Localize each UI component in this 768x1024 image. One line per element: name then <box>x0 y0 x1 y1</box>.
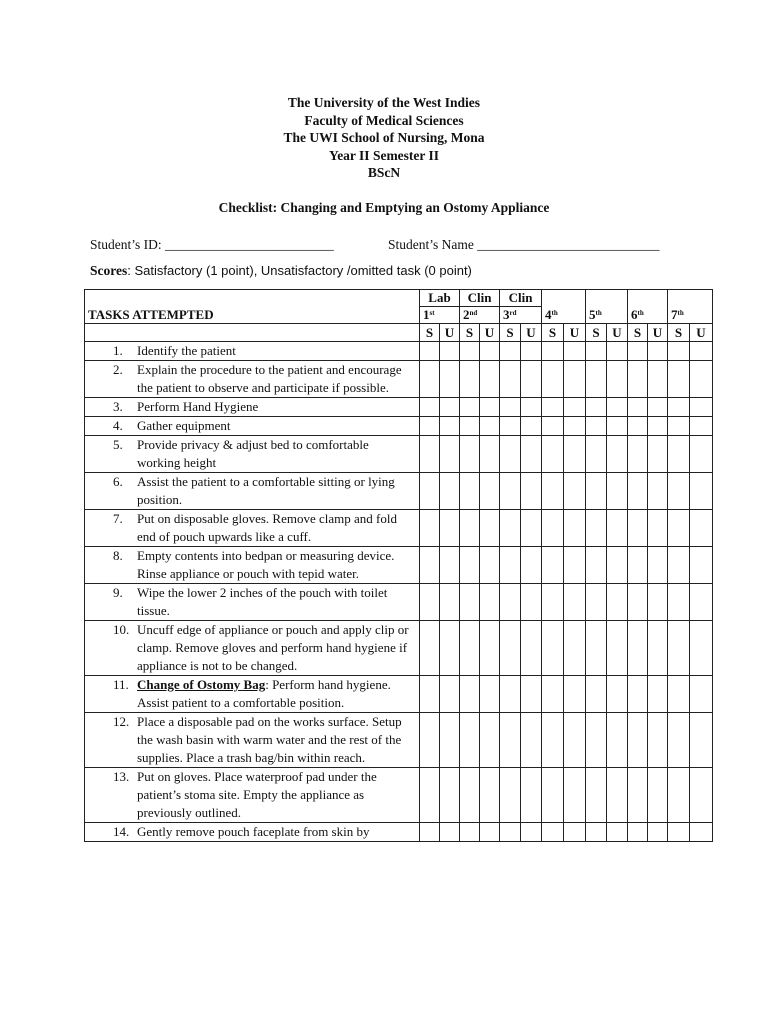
task-number: 9. <box>113 585 123 600</box>
score-cell-s[interactable] <box>420 398 440 417</box>
score-cell-u[interactable] <box>607 621 628 676</box>
score-cell-u[interactable] <box>690 768 713 823</box>
score-cell-s[interactable] <box>668 417 690 436</box>
score-cell-s[interactable] <box>542 823 564 842</box>
score-cell-u[interactable] <box>480 713 500 768</box>
score-cell-u[interactable] <box>521 676 542 713</box>
task-text: Explain the procedure to the patient and encourage the patient to observe and participate if possible. <box>137 362 402 395</box>
task-bold-label: Change of Ostomy Bag <box>137 677 266 692</box>
score-cell-s[interactable] <box>628 417 648 436</box>
score-cell-u[interactable] <box>690 547 713 584</box>
unsatisfactory-col-header: U <box>607 324 628 342</box>
task-row <box>85 361 713 398</box>
satisfactory-col-header: S <box>500 324 521 342</box>
unsatisfactory-col-header: U <box>480 324 500 342</box>
score-cell-s[interactable] <box>668 621 690 676</box>
score-cell-s[interactable] <box>420 436 440 473</box>
task-cell <box>85 584 420 621</box>
score-cell-u[interactable] <box>648 547 668 584</box>
score-cell-u[interactable] <box>607 473 628 510</box>
task-number: 14. <box>113 824 130 839</box>
score-cell-u[interactable] <box>564 823 586 842</box>
task-number: 5. <box>113 437 123 452</box>
score-cell-u[interactable] <box>690 417 713 436</box>
satisfactory-col-header: S <box>542 324 564 342</box>
score-cell-u[interactable] <box>521 417 542 436</box>
tasks-attempted-header: TASKS ATTEMPTED <box>85 307 420 324</box>
score-cell-u[interactable] <box>480 417 500 436</box>
score-cell-s[interactable] <box>586 584 607 621</box>
score-cell-u[interactable] <box>440 547 460 584</box>
score-cell-s[interactable] <box>500 621 521 676</box>
score-cell-u[interactable] <box>440 342 460 361</box>
attempt-5: 5th <box>586 307 628 324</box>
score-cell-u[interactable] <box>521 547 542 584</box>
score-cell-u[interactable] <box>564 510 586 547</box>
score-cell-s[interactable] <box>500 473 521 510</box>
satisfactory-col-header: S <box>420 324 440 342</box>
score-cell-u[interactable] <box>440 768 460 823</box>
attempt-1: 1st <box>420 307 460 324</box>
score-cell-s[interactable] <box>628 768 648 823</box>
checklist-title: Checklist: Changing and Emptying an Ostomy Appliance <box>218 200 550 215</box>
score-cell-u[interactable] <box>690 676 713 713</box>
score-cell-s[interactable] <box>420 584 440 621</box>
score-cell-s[interactable] <box>542 417 564 436</box>
score-cell-u[interactable] <box>564 417 586 436</box>
score-cell-s[interactable] <box>668 342 690 361</box>
score-cell-u[interactable] <box>690 713 713 768</box>
score-cell-s[interactable] <box>542 473 564 510</box>
score-cell-s[interactable] <box>460 361 480 398</box>
score-cell-s[interactable] <box>420 417 440 436</box>
score-cell-u[interactable] <box>521 342 542 361</box>
score-cell-s[interactable] <box>460 417 480 436</box>
score-cell-s[interactable] <box>668 768 690 823</box>
score-cell-s[interactable] <box>586 713 607 768</box>
score-cell-s[interactable] <box>542 398 564 417</box>
score-cell-u[interactable] <box>648 361 668 398</box>
task-text: Assist the patient to a comfortable sitting or lying position. <box>137 474 395 507</box>
score-cell-s[interactable] <box>668 436 690 473</box>
score-cell-s[interactable] <box>628 473 648 510</box>
score-cell-u[interactable] <box>690 823 713 842</box>
score-cell-s[interactable] <box>500 417 521 436</box>
task-row <box>85 510 713 547</box>
score-cell-u[interactable] <box>564 621 586 676</box>
score-cell-s[interactable] <box>668 398 690 417</box>
task-number: 6. <box>113 474 123 489</box>
satisfactory-col-header: S <box>586 324 607 342</box>
score-cell-u[interactable] <box>480 398 500 417</box>
score-cell-s[interactable] <box>542 342 564 361</box>
year-semester: Year II Semester II <box>328 147 440 163</box>
score-cell-u[interactable] <box>480 621 500 676</box>
score-cell-s[interactable] <box>500 823 521 842</box>
unsatisfactory-col-header: U <box>564 324 586 342</box>
unsatisfactory-col-header: U <box>648 324 668 342</box>
score-cell-s[interactable] <box>668 510 690 547</box>
score-cell-u[interactable] <box>607 823 628 842</box>
score-cell-s[interactable] <box>500 342 521 361</box>
score-cell-u[interactable] <box>480 436 500 473</box>
score-cell-s[interactable] <box>542 676 564 713</box>
task-number: 10. <box>113 622 130 637</box>
score-cell-s[interactable] <box>460 436 480 473</box>
score-cell-s[interactable] <box>586 621 607 676</box>
task-cell <box>85 768 420 823</box>
table-attempt-row <box>85 307 713 324</box>
score-cell-u[interactable] <box>607 676 628 713</box>
score-cell-s[interactable] <box>420 547 440 584</box>
score-cell-u[interactable] <box>648 823 668 842</box>
score-cell-s[interactable] <box>586 510 607 547</box>
score-cell-s[interactable] <box>420 473 440 510</box>
score-cell-s[interactable] <box>542 361 564 398</box>
attempt-6: 6th <box>628 307 668 324</box>
score-cell-u[interactable] <box>521 361 542 398</box>
score-cell-u[interactable] <box>564 713 586 768</box>
score-cell-u[interactable] <box>607 510 628 547</box>
score-cell-s[interactable] <box>586 823 607 842</box>
score-cell-u[interactable] <box>607 436 628 473</box>
score-cell-u[interactable] <box>564 361 586 398</box>
score-cell-u[interactable] <box>440 621 460 676</box>
score-cell-u[interactable] <box>521 584 542 621</box>
score-cell-u[interactable] <box>480 676 500 713</box>
task-text: Identify the patient <box>137 343 236 358</box>
score-cell-u[interactable] <box>690 342 713 361</box>
score-cell-s[interactable] <box>668 473 690 510</box>
score-cell-u[interactable] <box>607 584 628 621</box>
score-cell-s[interactable] <box>542 547 564 584</box>
score-cell-u[interactable] <box>607 342 628 361</box>
score-cell-u[interactable] <box>440 713 460 768</box>
checklist-table <box>84 289 713 842</box>
score-cell-s[interactable] <box>542 510 564 547</box>
score-cell-u[interactable] <box>648 713 668 768</box>
task-text: Perform Hand Hygiene <box>137 399 259 414</box>
score-cell-u[interactable] <box>607 547 628 584</box>
student-name-field: Student’s Name ___________________________ <box>388 237 660 252</box>
task-cell <box>85 473 420 510</box>
score-cell-u[interactable] <box>521 768 542 823</box>
score-cell-u[interactable] <box>440 398 460 417</box>
score-cell-s[interactable] <box>500 547 521 584</box>
task-number: 12. <box>113 714 130 729</box>
score-cell-s[interactable] <box>628 676 648 713</box>
score-cell-s[interactable] <box>500 361 521 398</box>
score-cell-u[interactable] <box>480 473 500 510</box>
score-cell-s[interactable] <box>460 621 480 676</box>
score-cell-s[interactable] <box>628 398 648 417</box>
score-cell-u[interactable] <box>440 676 460 713</box>
score-cell-s[interactable] <box>460 823 480 842</box>
task-text: Put on disposable gloves. Remove clamp and fold end of pouch upwards like a cuff. <box>137 511 397 544</box>
score-cell-s[interactable] <box>542 436 564 473</box>
task-cell <box>85 436 420 473</box>
score-cell-s[interactable] <box>542 584 564 621</box>
score-cell-s[interactable] <box>628 361 648 398</box>
task-number: 13. <box>113 769 130 784</box>
score-cell-u[interactable] <box>480 361 500 398</box>
score-cell-s[interactable] <box>542 768 564 823</box>
score-cell-u[interactable] <box>521 823 542 842</box>
task-cell <box>85 361 420 398</box>
score-cell-u[interactable] <box>648 417 668 436</box>
score-cell-u[interactable] <box>564 436 586 473</box>
score-cell-s[interactable] <box>628 510 648 547</box>
score-cell-s[interactable] <box>460 713 480 768</box>
school-name: The UWI School of Nursing, Mona <box>283 130 485 145</box>
task-row <box>85 436 713 473</box>
faculty-name: Faculty of Medical Sciences <box>304 112 464 128</box>
score-cell-s[interactable] <box>668 823 690 842</box>
score-cell-s[interactable] <box>586 547 607 584</box>
score-cell-s[interactable] <box>586 361 607 398</box>
score-cell-u[interactable] <box>480 768 500 823</box>
student-info-line <box>90 237 660 253</box>
score-cell-u[interactable] <box>440 473 460 510</box>
score-cell-u[interactable] <box>648 342 668 361</box>
program-name: BScN <box>367 165 401 180</box>
score-cell-u[interactable] <box>440 417 460 436</box>
score-cell-u[interactable] <box>648 398 668 417</box>
scores-label: Scores <box>90 263 128 278</box>
score-cell-u[interactable] <box>440 823 460 842</box>
score-cell-u[interactable] <box>648 436 668 473</box>
score-cell-s[interactable] <box>628 547 648 584</box>
task-cell <box>85 713 420 768</box>
score-cell-s[interactable] <box>420 713 440 768</box>
su-header-row <box>85 324 713 342</box>
score-cell-u[interactable] <box>521 621 542 676</box>
score-cell-u[interactable] <box>564 768 586 823</box>
score-cell-u[interactable] <box>564 547 586 584</box>
score-cell-s[interactable] <box>460 547 480 584</box>
score-cell-s[interactable] <box>586 436 607 473</box>
task-cell <box>85 398 420 417</box>
score-cell-u[interactable] <box>648 510 668 547</box>
task-row <box>85 584 713 621</box>
unsatisfactory-col-header: U <box>521 324 542 342</box>
satisfactory-col-header: S <box>628 324 648 342</box>
col-clin3-label: Clin <box>500 290 542 307</box>
score-cell-s[interactable] <box>586 417 607 436</box>
task-number: 11. <box>113 677 129 692</box>
table-header-row <box>85 290 713 307</box>
score-cell-s[interactable] <box>586 342 607 361</box>
score-cell-s[interactable] <box>668 713 690 768</box>
document-header <box>0 94 768 182</box>
score-cell-u[interactable] <box>480 823 500 842</box>
task-number: 4. <box>113 418 123 433</box>
score-cell-u[interactable] <box>440 436 460 473</box>
task-number: 2. <box>113 362 123 377</box>
task-row <box>85 342 713 361</box>
score-cell-u[interactable] <box>440 510 460 547</box>
score-cell-u[interactable] <box>440 361 460 398</box>
score-cell-u[interactable] <box>440 584 460 621</box>
task-row <box>85 768 713 823</box>
score-cell-u[interactable] <box>607 768 628 823</box>
score-cell-u[interactable] <box>480 584 500 621</box>
score-cell-u[interactable] <box>521 473 542 510</box>
score-cell-u[interactable] <box>690 361 713 398</box>
score-cell-s[interactable] <box>420 621 440 676</box>
score-cell-u[interactable] <box>690 436 713 473</box>
score-cell-s[interactable] <box>420 768 440 823</box>
task-cell <box>85 547 420 584</box>
score-cell-u[interactable] <box>564 398 586 417</box>
score-cell-s[interactable] <box>586 473 607 510</box>
task-number: 7. <box>113 511 123 526</box>
score-cell-s[interactable] <box>460 473 480 510</box>
score-cell-s[interactable] <box>542 713 564 768</box>
score-cell-s[interactable] <box>668 361 690 398</box>
task-row <box>85 417 713 436</box>
score-cell-u[interactable] <box>564 342 586 361</box>
score-cell-s[interactable] <box>460 768 480 823</box>
score-cell-s[interactable] <box>460 342 480 361</box>
score-cell-s[interactable] <box>460 398 480 417</box>
score-cell-s[interactable] <box>628 823 648 842</box>
score-cell-u[interactable] <box>564 676 586 713</box>
attempt-4: 4th <box>542 307 586 324</box>
task-cell <box>85 510 420 547</box>
score-cell-s[interactable] <box>500 436 521 473</box>
score-cell-s[interactable] <box>628 713 648 768</box>
task-text: Empty contents into bedpan or measuring device. Rinse appliance or pouch with tepid water. <box>137 548 395 581</box>
scores-legend <box>90 263 472 279</box>
score-cell-s[interactable] <box>668 547 690 584</box>
score-cell-s[interactable] <box>628 621 648 676</box>
score-cell-s[interactable] <box>628 342 648 361</box>
attempt-3: 3rd <box>500 307 542 324</box>
task-row <box>85 823 713 842</box>
student-id-field: Student’s ID: _________________________ <box>90 237 334 252</box>
score-cell-s[interactable] <box>420 823 440 842</box>
university-name: The University of the West Indies <box>287 95 481 110</box>
score-cell-u[interactable] <box>690 621 713 676</box>
col-clin2-label: Clin <box>460 290 500 307</box>
score-cell-s[interactable] <box>586 676 607 713</box>
task-cell <box>85 823 420 842</box>
score-cell-s[interactable] <box>460 584 480 621</box>
task-cell <box>85 342 420 361</box>
score-cell-u[interactable] <box>607 417 628 436</box>
task-cell <box>85 676 420 713</box>
col-lab-label: Lab <box>420 290 460 307</box>
task-text: Gather equipment <box>137 418 231 433</box>
score-cell-u[interactable] <box>521 510 542 547</box>
task-text: Provide privacy & adjust bed to comfortable working height <box>137 437 369 470</box>
score-cell-s[interactable] <box>420 361 440 398</box>
score-cell-u[interactable] <box>648 473 668 510</box>
score-cell-s[interactable] <box>420 676 440 713</box>
score-cell-s[interactable] <box>420 510 440 547</box>
score-cell-s[interactable] <box>668 676 690 713</box>
score-cell-s[interactable] <box>586 398 607 417</box>
task-row <box>85 676 713 713</box>
task-text: Place a disposable pad on the works surface. Setup the wash basin with warm water and the rest of the supplies. Place a trash bag/bin within reach. <box>137 714 402 765</box>
satisfactory-col-header: S <box>668 324 690 342</box>
task-text: Wipe the lower 2 inches of the pouch with toilet tissue. <box>137 585 388 618</box>
score-cell-u[interactable] <box>521 713 542 768</box>
task-text: Gently remove pouch faceplate from skin by <box>137 824 370 839</box>
task-cell <box>85 417 420 436</box>
task-number: 3. <box>113 399 123 414</box>
score-cell-u[interactable] <box>648 584 668 621</box>
attempt-7: 7th <box>668 307 713 324</box>
unsatisfactory-col-header: U <box>440 324 460 342</box>
score-cell-u[interactable] <box>690 584 713 621</box>
task-number: 1. <box>113 343 123 358</box>
score-cell-s[interactable] <box>420 342 440 361</box>
score-cell-u[interactable] <box>690 473 713 510</box>
score-cell-u[interactable] <box>648 768 668 823</box>
score-cell-s[interactable] <box>500 676 521 713</box>
attempt-2: 2nd <box>460 307 500 324</box>
score-cell-u[interactable] <box>648 621 668 676</box>
score-cell-u[interactable] <box>648 676 668 713</box>
score-cell-u[interactable] <box>480 342 500 361</box>
score-cell-u[interactable] <box>564 584 586 621</box>
task-row <box>85 398 713 417</box>
score-cell-u[interactable] <box>564 473 586 510</box>
score-cell-u[interactable] <box>480 510 500 547</box>
task-row <box>85 547 713 584</box>
score-cell-s[interactable] <box>500 713 521 768</box>
task-row <box>85 621 713 676</box>
score-cell-s[interactable] <box>542 621 564 676</box>
score-cell-u[interactable] <box>690 398 713 417</box>
task-text: Put on gloves. Place waterproof pad under the patient’s stoma site. Empty the appliance as previously outlined. <box>137 769 377 820</box>
score-cell-s[interactable] <box>460 510 480 547</box>
satisfactory-col-header: S <box>460 324 480 342</box>
score-cell-s[interactable] <box>668 584 690 621</box>
unsatisfactory-col-header: U <box>690 324 713 342</box>
score-cell-u[interactable] <box>607 361 628 398</box>
score-cell-s[interactable] <box>500 398 521 417</box>
task-text: Uncuff edge of appliance or pouch and apply clip or clamp. Remove gloves and perform hand hygiene if appliance is not to be changed. <box>137 622 409 673</box>
task-cell <box>85 621 420 676</box>
score-cell-u[interactable] <box>521 436 542 473</box>
score-cell-s[interactable] <box>500 584 521 621</box>
score-cell-s[interactable] <box>500 510 521 547</box>
task-text: : Perform hand hygiene. Assist patient to a comfortable position. <box>137 677 391 710</box>
score-cell-u[interactable] <box>521 398 542 417</box>
score-cell-s[interactable] <box>586 768 607 823</box>
task-row <box>85 473 713 510</box>
score-cell-s[interactable] <box>628 436 648 473</box>
task-row <box>85 713 713 768</box>
score-cell-u[interactable] <box>607 398 628 417</box>
score-cell-s[interactable] <box>460 676 480 713</box>
score-cell-u[interactable] <box>480 547 500 584</box>
task-number: 8. <box>113 548 123 563</box>
score-cell-s[interactable] <box>500 768 521 823</box>
score-cell-u[interactable] <box>690 510 713 547</box>
score-cell-u[interactable] <box>607 713 628 768</box>
scores-text: : Satisfactory (1 point), Unsatisfactory /omitted task (0 point) <box>127 263 472 278</box>
score-cell-s[interactable] <box>628 584 648 621</box>
